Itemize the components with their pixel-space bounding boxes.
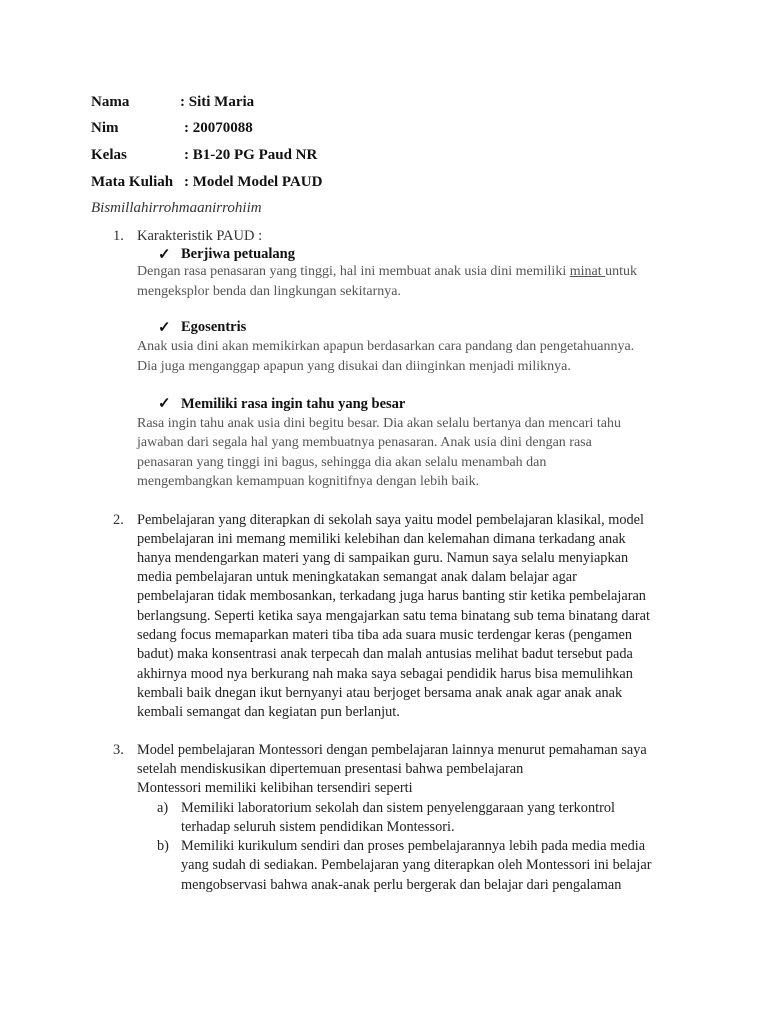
item-2-line-8: badut) maka konsentrasi anak terpecah dan malah antusias melihat badut tersebut pada bbox=[137, 646, 633, 662]
subitem-a-line-1: Memiliki laboratorium sekolah dan sistem penyelenggaraan yang terkontrol bbox=[181, 800, 615, 816]
check-icon: ✓ bbox=[158, 320, 171, 336]
item-1-number: 1. bbox=[113, 228, 124, 244]
subitem-2-line-1: Anak usia dini akan memikirkan apapun berdasarkan cara pandang dan pengetahuannya. bbox=[137, 339, 635, 354]
subitem-3-line-4: mengembangkan kemampuan kognitifnya dengan lebih baik. bbox=[137, 474, 480, 489]
item-2-number: 2. bbox=[113, 512, 124, 528]
value-nama: : Siti Maria bbox=[180, 94, 255, 110]
subitem-3-line-3: penasaran yang tinggi ini bagus, sehingga dia akan selalu menambah dan bbox=[137, 455, 547, 470]
subitem-b-line-2: yang sudah di sediakan. Pembelajaran yang diterapkan oleh Montessori ini belajar bbox=[181, 857, 652, 873]
value-mata-kuliah: : Model Model PAUD bbox=[184, 174, 323, 190]
subitem-b-line-1: Memiliki kurikulum sendiri dan proses pembelajarannya lebih pada media media bbox=[181, 838, 646, 854]
subitem-a-line-2: terhadap seluruh sistem pendidikan Montessori. bbox=[181, 819, 455, 835]
item-2-line-3: hanya mendengarkan materi yang di sampaikan guru. Namun saya selalu menyiapkan bbox=[137, 550, 629, 566]
subitem-1-line-2: mengeksplor benda dan lingkungan sekitarnya. bbox=[137, 284, 401, 299]
subitem-b-label: b) bbox=[157, 838, 169, 854]
item-3-line-3: Montessori memiliki kelibihan tersendiri seperti bbox=[137, 780, 413, 796]
underlined-word: minat bbox=[569, 264, 606, 279]
item-2-line-11: kembali semangat dan kegiatan pun berlanjut. bbox=[137, 704, 400, 720]
label-nim: Nim bbox=[91, 120, 119, 136]
item-2-line-2: pembelajaran ini memang memiliki kelebihan dan kelemahan dimana terkadang anak bbox=[137, 531, 626, 547]
item-3-line-1: Model pembelajaran Montessori dengan pembelajaran lainnya menurut pemahaman saya bbox=[137, 742, 647, 758]
item-3-line-2: setelah mendiskusikan dipertemuan presentasi bahwa pembelajaran bbox=[137, 761, 524, 777]
label-nama: Nama bbox=[91, 94, 130, 110]
subitem-a-label: a) bbox=[157, 800, 169, 816]
item-2-line-7: sedang focus memaparkan materi tiba tiba ada suara music terdengar keras (pengamen bbox=[137, 627, 633, 643]
item-2-line-5: pembelajaran tidak membosankan, terkadang juga harus banting stir ketika pembelajaran bbox=[137, 588, 646, 604]
value-nim: : 20070088 bbox=[184, 120, 253, 136]
subitem-2-line-2: Dia juga menganggap apapun yang disukai dan diinginkan menjadi miliknya. bbox=[137, 359, 571, 374]
item-2-line-6: berlangsung. Seperti ketika saya mengajarkan satu tema binatang sub tema binatang darat bbox=[137, 608, 650, 624]
subitem-b-line-3: mengobservasi bahwa anak-anak perlu bergerak dan belajar dari pengalaman bbox=[181, 877, 622, 893]
item-2-line-10: kembali baik dnegan ikut bernyanyi atau berjoget bersama anak anak agar anak anak bbox=[137, 685, 623, 701]
subitem-2-title: Egosentris bbox=[181, 319, 247, 335]
subitem-1-line-1: Dengan rasa penasaran yang tinggi, hal ini membuat anak usia dini memiliki minat untuk bbox=[137, 264, 637, 279]
subitem-3-line-2: jawaban dari segala hal yang membuatnya penasaran. Anak usia dini dengan rasa bbox=[137, 435, 592, 450]
check-icon: ✓ bbox=[158, 247, 171, 263]
item-2-line-9: akhirnya mood nya berkurang nah maka saya sebagai pendidik harus bisa memulihkan bbox=[137, 666, 633, 682]
label-mata-kuliah: Mata Kuliah bbox=[91, 174, 174, 190]
subitem-3-title: Memiliki rasa ingin tahu yang besar bbox=[181, 396, 406, 412]
item-3-number: 3. bbox=[113, 742, 124, 758]
item-2-line-4: media pembelajaran untuk meningkatakan semangat anak dalam belajar agar bbox=[137, 569, 577, 585]
subitem-1-title: Berjiwa petualang bbox=[181, 246, 295, 262]
value-kelas: : B1-20 PG Paud NR bbox=[184, 147, 318, 163]
label-kelas: Kelas bbox=[91, 147, 127, 163]
opening-line: Bismillahirrohmaanirrohiim bbox=[91, 200, 262, 216]
item-1-title: Karakteristik PAUD : bbox=[137, 228, 263, 244]
item-2-line-1: Pembelajaran yang diterapkan di sekolah saya yaitu model pembelajaran klasikal, model bbox=[137, 512, 644, 528]
check-icon: ✓ bbox=[158, 396, 171, 412]
subitem-3-line-1: Rasa ingin tahu anak usia dini begitu besar. Dia akan selalu bertanya dan mencari tahu bbox=[137, 416, 622, 431]
